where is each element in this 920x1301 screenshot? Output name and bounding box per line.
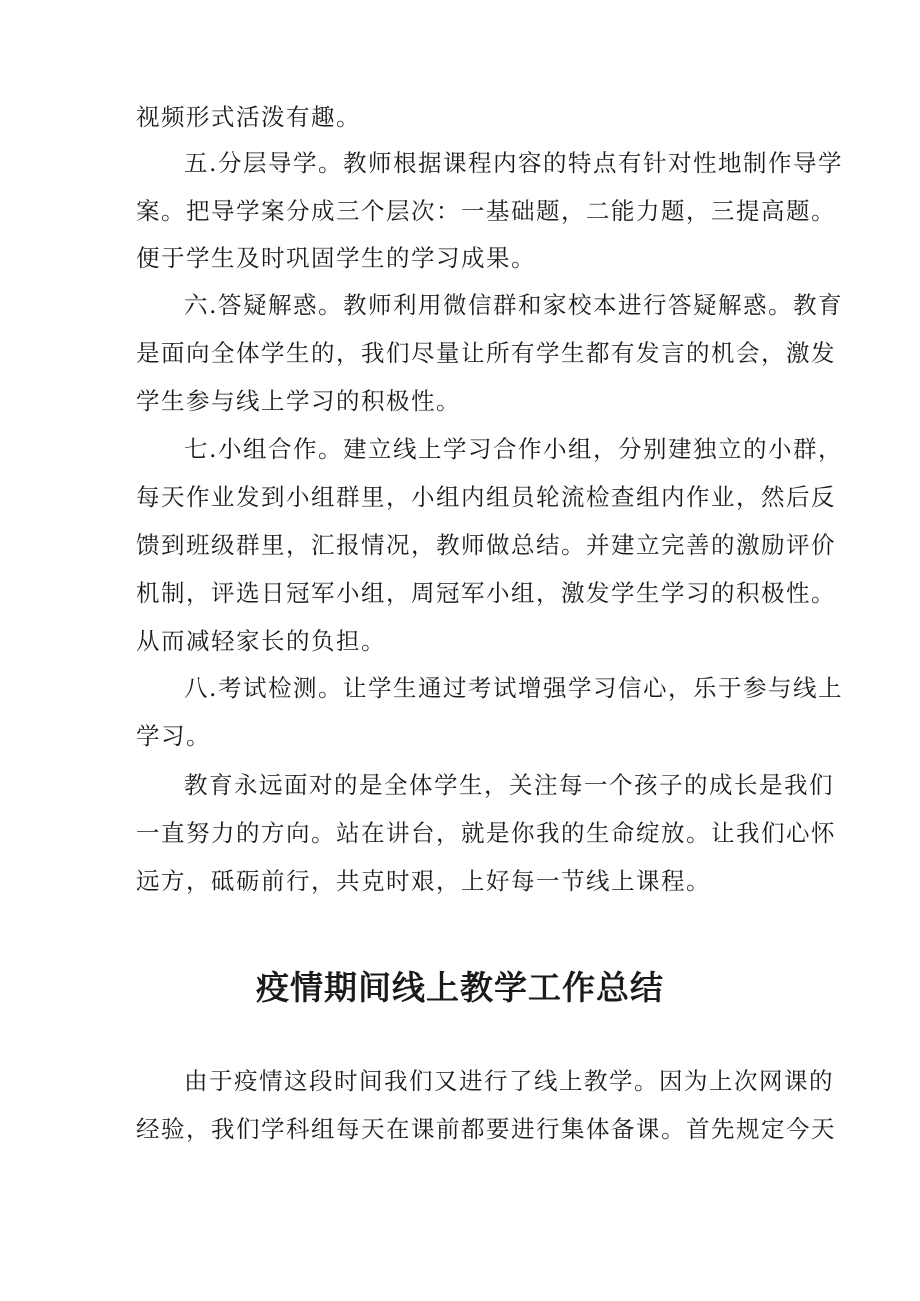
section-title: 疫情期间线上教学工作总结 bbox=[256, 968, 664, 1007]
text-line: 每天作业发到小组群里，小组内组员轮流检查组内作业，然后反 bbox=[136, 483, 836, 511]
text-line: 学生参与线上学习的积极性。 bbox=[136, 387, 461, 415]
text-line: 视频形式活泼有趣。 bbox=[136, 103, 361, 131]
text-line: 一直努力的方向。站在讲台，就是你我的生命绽放。让我们心怀 bbox=[136, 819, 836, 847]
text-line: 学习。 bbox=[136, 722, 211, 750]
text-line: 七.小组合作。建立线上学习合作小组，分别建独立的小群， bbox=[184, 435, 843, 463]
text-line: 教育永远面对的是全体学生，关注每一个孩子的成长是我们 bbox=[184, 771, 834, 799]
text-line: 由于疫情这段时间我们又进行了线上教学。因为上次网课的 bbox=[184, 1067, 834, 1095]
text-line: 从而减轻家长的负担。 bbox=[136, 627, 386, 655]
text-line: 远方，砥砺前行，共克时艰，上好每一节线上课程。 bbox=[136, 867, 711, 895]
text-line: 八.考试检测。让学生通过考试增强学习信心，乐于参与线上 bbox=[184, 674, 843, 702]
text-line: 案。把导学案分成三个层次：一基础题，二能力题，三提高题。 bbox=[136, 197, 836, 225]
text-line: 五.分层导学。教师根据课程内容的特点有针对性地制作导学 bbox=[184, 149, 843, 177]
text-line: 六.答疑解惑。教师利用微信群和家校本进行答疑解惑。教育 bbox=[184, 291, 843, 319]
text-line: 机制，评选日冠军小组，周冠军小组，激发学生学习的积极性。 bbox=[136, 579, 836, 607]
text-line: 馈到班级群里，汇报情况，教师做总结。并建立完善的激励评价 bbox=[136, 531, 836, 559]
text-line: 便于学生及时巩固学生的学习成果。 bbox=[136, 244, 536, 272]
text-line: 经验，我们学科组每天在课前都要进行集体备课。首先规定今天 bbox=[136, 1115, 836, 1143]
text-line: 是面向全体学生的，我们尽量让所有学生都有发言的机会，激发 bbox=[136, 339, 836, 367]
